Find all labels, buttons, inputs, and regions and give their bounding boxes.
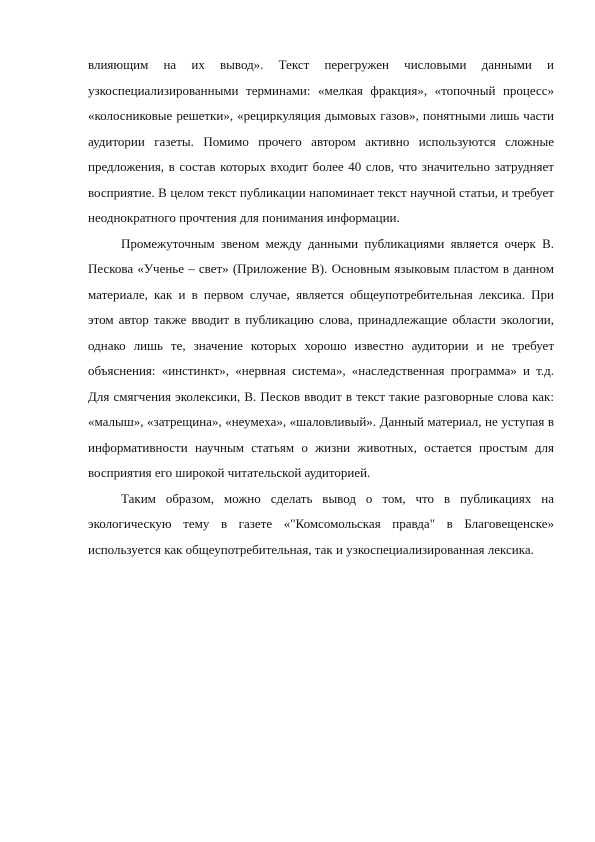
- body-text: [88, 52, 554, 562]
- paragraph-continuation: влияющим на их вывод». Текст перегружен числовыми данными и узкоспециализированными терминами: «мелкая фракция», «топочный процесс» «колосниковые решетки», «рециркуляция дымовых газов», понятными лишь части аудитории газеты. Помимо прочего автором активно используются сложные предложения, в состав которых входит более 40 слов, что значительно затрудняет восприятие. В целом текст публикации напоминает текст научной статьи, и требует неоднократного прочтения для понимания информации.: [88, 57, 554, 225]
- paragraph-conclusion: Таким образом, можно сделать вывод о том, что в публикациях на экологическую тему в газете «"Комсомольская правда" в Благовещенске» используется как общеупотребительная, так и узкоспециализированная лексика.: [88, 490, 554, 557]
- paragraph-intermediate-link: Промежуточным звеном между данными публикациями является очерк В. Пескова «Ученье – свет» (Приложение В). Основным языковым пластом в данном материале, как и в первом случае, является общеупотребительная лексика. При этом автор также вводит в публикацию слова, принадлежащие области экологии, однако лишь те, значение которых хорошо известно аудитории и не требует объяснения: «инстинкт», «нервная система», «наследственная программа» и т.д. Для смягчения эколексики, В. Песков вводит в текст такие разговорные слова как: «малыш», «затрещина», «неумеха», «шаловливый». Данный материал, не уступая в информативности научным статьям о жизни животных, остается простым для восприятия его широкой читательской аудиторией.: [88, 235, 554, 480]
